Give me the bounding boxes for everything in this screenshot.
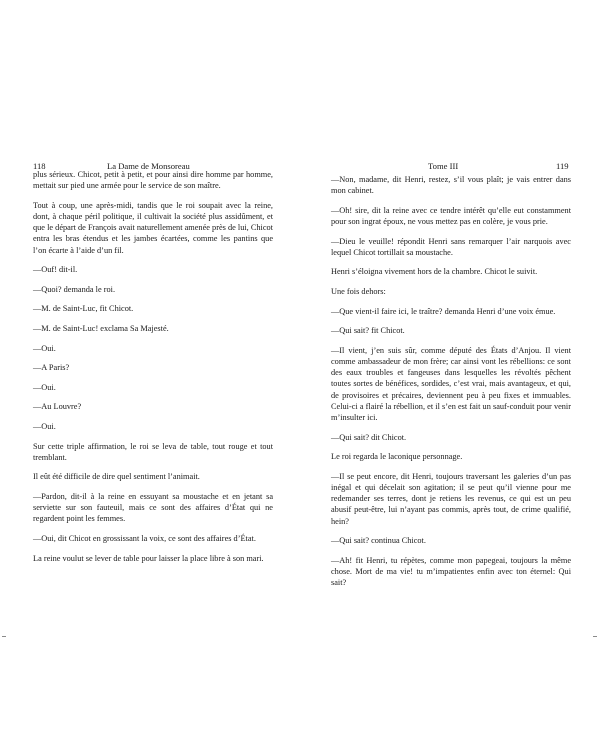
paragraph: —M. de Saint-Luc! exclama Sa Majesté. <box>33 323 169 333</box>
right-edge-mark <box>593 636 597 637</box>
paragraph: —A Paris? <box>33 363 70 373</box>
paragraph: —Que vient-il faire ici, le traître? demanda Henri d’une voix émue. <box>331 306 556 316</box>
paragraph: Le roi regarda le laconique personnage. <box>331 452 463 462</box>
paragraph: plus sérieux. Chicot, petit à petit, et pour ainsi dire homme par homme, mettait sur pied une armée pour le service de son maître. <box>33 170 273 191</box>
paragraph: —Il vient, j’en suis sûr, comme député des États d’Anjou. Il vient comme ambassadeur de mon frère; car ainsi vont les rébellions: ce sont des eaux troubles et fangeuses dans lesquelles les révoltés pêchent toutes sortes de bénéfices, sordides, c’est vrai, mais avantageux, et qui, de provisoires et précaires, deviennent peu à peu fixes et immuables. Celui-ci a flairé la rébellion, et il s’en est fait un sauf-conduit pour venir m’insulter ici. <box>331 345 571 422</box>
paragraph: Tout à coup, une après-midi, tandis que le roi soupait avec la reine, dont, à chaque péril politique, il cultivait la société plus assidûment, et que le départ de François avait naturellement amenée près de lui, Chicot entra les bras étendus et les jambes écartées, comme les pantins que l’on écarte à l’aide d’un fil. <box>33 200 273 255</box>
left-edge-mark <box>2 636 6 637</box>
right-running-title: Tome III <box>428 161 459 171</box>
right-page-text <box>331 174 571 597</box>
paragraph: —Qui sait? dit Chicot. <box>331 432 407 442</box>
paragraph: Henri s’éloigna vivement hors de la chambre. Chicot le suivit. <box>331 267 538 277</box>
paragraph: —Ouf! dit-il. <box>33 265 78 275</box>
paragraph: —Quoi? demanda le roi. <box>33 284 116 294</box>
paragraph: —M. de Saint-Luc, fit Chicot. <box>33 304 134 314</box>
paragraph: —Ah! fit Henri, tu répètes, comme mon papegeai, toujours la même chose. Mort de ma vie! tu m’impatientes enfin avec ton éternel: Qui sait? <box>331 555 571 588</box>
paragraph: —Il se peut encore, dit Henri, toujours traversant les galeries d’un pas inégal et qui décelait son agitation; il se peut qu’il vienne pour me redemander ses terres, dont je retiens les revenus, ce qui est un peu abusif peut-être, lui n’ayant pas commis, après tout, de crime qualifié, hein? <box>331 471 571 526</box>
paragraph: —Oui. <box>33 421 56 431</box>
paragraph: —Qui sait? fit Chicot. <box>331 326 405 336</box>
paragraph: —Oui. <box>33 343 56 353</box>
paragraph: —Au Louvre? <box>33 402 82 412</box>
left-page-text <box>33 169 273 572</box>
paragraph: —Oui. <box>33 382 56 392</box>
paragraph: Sur cette triple affirmation, le roi se leva de table, tout rouge et tout tremblant. <box>33 441 273 462</box>
paragraph: —Dieu le veuille! répondit Henri sans remarquer l’air narquois avec lequel Chicot tortillait sa moustache. <box>331 236 571 257</box>
paragraph: —Non, madame, dit Henri, restez, s’il vous plaît; je vais entrer dans mon cabinet. <box>331 175 571 196</box>
paragraph: Il eût été difficile de dire quel sentiment l’animait. <box>33 472 200 482</box>
paragraph: —Oui, dit Chicot en grossissant la voix, ce sont des affaires d’État. <box>33 533 256 543</box>
paragraph: —Oh! sire, dit la reine avec ce tendre intérêt qu’elle eut constamment pour son ingrat époux, ne vous mettez pas en colère, je vous prie. <box>331 205 571 226</box>
left-running-title: La Dame de Monsoreau <box>107 161 190 171</box>
paragraph: La reine voulut se lever de table pour laisser la place libre à son mari. <box>33 553 264 563</box>
paragraph: —Qui sait? continua Chicot. <box>331 536 426 546</box>
paragraph: —Pardon, dit-il à la reine en essuyant sa moustache et en jetant sa serviette sur son fauteuil, mais ce sont des affaires d’État qui ne regardent point les femmes. <box>33 491 273 524</box>
paragraph: Une fois dehors: <box>331 286 386 296</box>
left-page-number: 118 <box>33 161 46 171</box>
right-page-number: 119 <box>556 161 569 171</box>
